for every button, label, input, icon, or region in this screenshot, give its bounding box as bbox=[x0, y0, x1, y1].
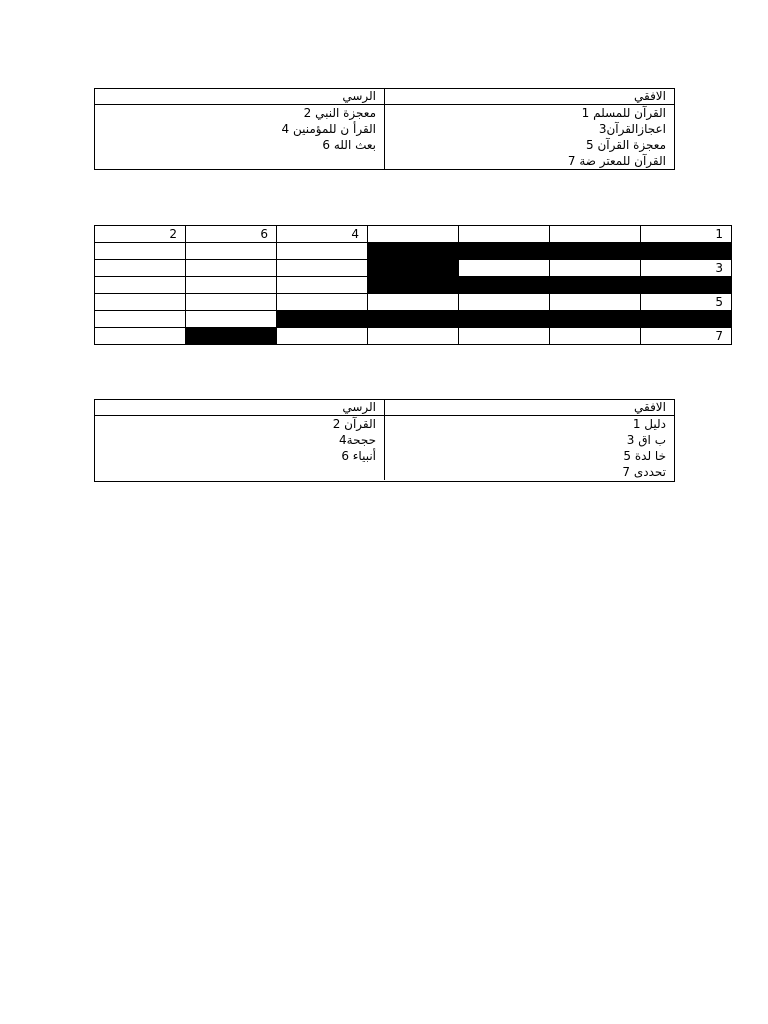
grid-cell-black bbox=[368, 311, 459, 328]
grid-cell bbox=[368, 226, 459, 243]
grid-cell bbox=[550, 294, 641, 311]
crossword-grid bbox=[94, 225, 732, 345]
grid-cell bbox=[186, 277, 277, 294]
grid-cell-numbered: 7 bbox=[641, 328, 732, 345]
vertical-clue: معجزة النبي 2 bbox=[303, 106, 376, 120]
grid-cell-black bbox=[368, 277, 459, 294]
grid-cell-black bbox=[368, 260, 459, 277]
grid-cell bbox=[277, 294, 368, 311]
clue-table-header bbox=[95, 400, 674, 416]
horizontal-header-cell bbox=[385, 400, 674, 415]
vertical-clue: القرآن 2 bbox=[332, 417, 376, 431]
vertical-header: الرسي bbox=[342, 89, 376, 103]
grid-row bbox=[95, 277, 732, 294]
horizontal-clue: معجزة القرآن 5 bbox=[586, 138, 666, 152]
grid-cell bbox=[550, 328, 641, 345]
grid-cell bbox=[277, 277, 368, 294]
grid-cell bbox=[95, 260, 186, 277]
grid-cell-numbered: 6 bbox=[186, 226, 277, 243]
grid-row bbox=[95, 226, 732, 243]
grid-cell-black bbox=[459, 243, 550, 260]
grid-row bbox=[95, 294, 732, 311]
vertical-header: الرسي bbox=[342, 400, 376, 414]
clue-table-body bbox=[95, 105, 674, 169]
horizontal-clue: القرآن للمعتر ضة 7 bbox=[567, 154, 666, 168]
grid-row bbox=[95, 243, 732, 260]
horizontal-clue: ب اق 3 bbox=[626, 433, 666, 447]
grid-cell bbox=[95, 294, 186, 311]
clue-table-header bbox=[95, 89, 674, 105]
clue-table-1 bbox=[94, 88, 675, 170]
horizontal-header-cell bbox=[385, 89, 674, 104]
grid-cell bbox=[277, 328, 368, 345]
grid-cell bbox=[459, 328, 550, 345]
grid-cell-black bbox=[641, 243, 732, 260]
grid-cell-numbered: 5 bbox=[641, 294, 732, 311]
grid-cell bbox=[186, 311, 277, 328]
grid-cell-black bbox=[186, 328, 277, 345]
grid-cell bbox=[186, 260, 277, 277]
vertical-clue: القرأ ن للمؤمنين 4 bbox=[281, 122, 376, 136]
horizontal-clue: دليل 1 bbox=[632, 417, 666, 431]
horizontal-header: الافقي bbox=[634, 89, 666, 103]
vertical-clues-cell bbox=[95, 416, 385, 480]
vertical-clue: بعث الله 6 bbox=[322, 138, 376, 152]
grid-cell bbox=[277, 260, 368, 277]
vertical-header-cell bbox=[95, 400, 385, 415]
grid-cell-numbered: 3 bbox=[641, 260, 732, 277]
horizontal-header: الافقي bbox=[634, 400, 666, 414]
grid-row bbox=[95, 260, 732, 277]
vertical-clues-cell bbox=[95, 105, 385, 169]
grid-cell bbox=[368, 328, 459, 345]
grid-cell-black bbox=[641, 311, 732, 328]
grid-cell bbox=[186, 294, 277, 311]
grid-cell-numbered: 2 bbox=[95, 226, 186, 243]
grid-cell bbox=[550, 260, 641, 277]
clue-table-body bbox=[95, 416, 674, 480]
horizontal-clues-cell bbox=[385, 105, 674, 169]
grid-cell bbox=[459, 260, 550, 277]
grid-cell bbox=[95, 243, 186, 260]
grid-cell bbox=[459, 294, 550, 311]
grid-cell bbox=[550, 226, 641, 243]
vertical-header-cell bbox=[95, 89, 385, 104]
clue-table-2 bbox=[94, 399, 675, 482]
grid-cell bbox=[277, 243, 368, 260]
grid-cell-black bbox=[550, 277, 641, 294]
vertical-clue: حجحة4 bbox=[339, 433, 376, 447]
grid-cell-black bbox=[277, 311, 368, 328]
grid-cell-black bbox=[368, 243, 459, 260]
grid-cell-black bbox=[459, 277, 550, 294]
grid-cell bbox=[459, 226, 550, 243]
horizontal-clue: اعجازالقرآن3 bbox=[598, 122, 666, 136]
horizontal-clue: تحددى 7 bbox=[622, 465, 666, 479]
grid-cell bbox=[95, 277, 186, 294]
horizontal-clues-cell bbox=[385, 416, 674, 480]
vertical-clue: أنبياء 6 bbox=[341, 449, 376, 463]
grid-cell bbox=[95, 311, 186, 328]
grid-cell-black bbox=[550, 311, 641, 328]
grid-cell-black bbox=[550, 243, 641, 260]
grid-cell bbox=[95, 328, 186, 345]
horizontal-clue: خا لدة 5 bbox=[623, 449, 666, 463]
grid-cell-numbered: 4 bbox=[277, 226, 368, 243]
grid-cell bbox=[186, 243, 277, 260]
grid-cell-numbered: 1 bbox=[641, 226, 732, 243]
grid-cell-black bbox=[459, 311, 550, 328]
horizontal-clue: القرآن للمسلم 1 bbox=[581, 106, 666, 120]
grid-cell bbox=[368, 294, 459, 311]
grid-row bbox=[95, 328, 732, 345]
grid-cell-black bbox=[641, 277, 732, 294]
grid-row bbox=[95, 311, 732, 328]
